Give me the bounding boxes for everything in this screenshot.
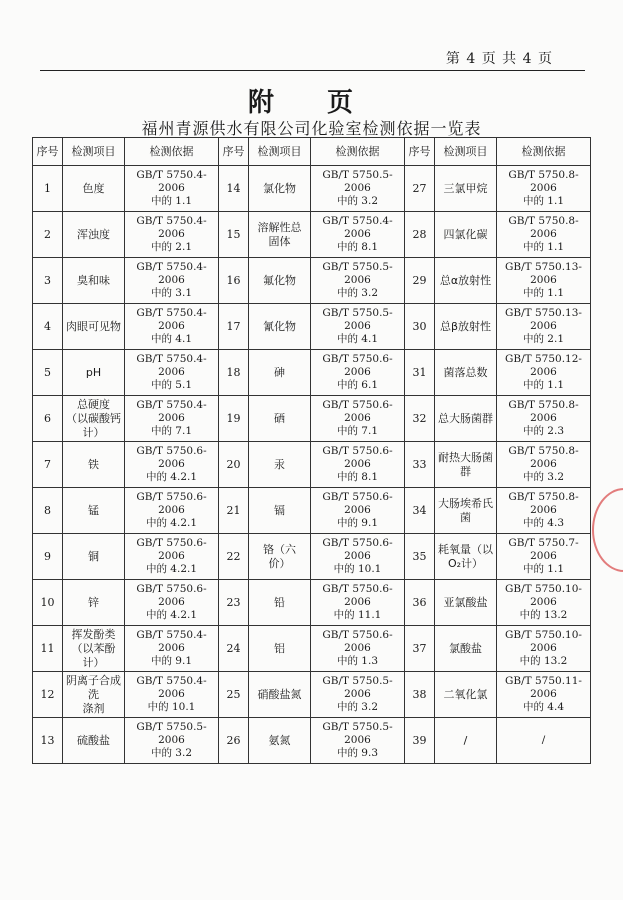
cell-item: 亚氯酸盐: [435, 580, 497, 626]
cell-item: 锌: [63, 580, 125, 626]
cell-item: 三氯甲烷: [435, 166, 497, 212]
table-row: [33, 534, 591, 580]
cell-item: 总β放射性: [435, 304, 497, 350]
cell-no: 19: [219, 396, 249, 442]
cell-basis: GB/T 5750.13-2006 中的 2.1: [497, 304, 591, 350]
cell-basis: GB/T 5750.5-2006 中的 3.2: [311, 672, 405, 718]
cell-item: 氯化物: [249, 166, 311, 212]
cell-basis: GB/T 5750.4-2006 中的 5.1: [125, 350, 219, 396]
cell-basis: GB/T 5750.10-2006 中的 13.2: [497, 626, 591, 672]
header-basis: 检测依据: [125, 138, 219, 166]
cell-no: 7: [33, 442, 63, 488]
cell-basis: GB/T 5750.5-2006 中的 9.3: [311, 718, 405, 764]
cell-no: 26: [219, 718, 249, 764]
cell-basis: GB/T 5750.4-2006 中的 7.1: [125, 396, 219, 442]
cell-basis: GB/T 5750.6-2006 中的 10.1: [311, 534, 405, 580]
cell-item: 硝酸盐氮: [249, 672, 311, 718]
cell-basis: GB/T 5750.12-2006 中的 1.1: [497, 350, 591, 396]
cell-basis: GB/T 5750.4-2006 中的 4.1: [125, 304, 219, 350]
cell-no: 4: [33, 304, 63, 350]
cell-basis: GB/T 5750.11-2006 中的 4.4: [497, 672, 591, 718]
cell-basis: GB/T 5750.5-2006 中的 3.2: [311, 166, 405, 212]
table-row: [33, 350, 591, 396]
red-stamp: [592, 488, 623, 572]
table-row: [33, 672, 591, 718]
cell-item: 铅: [249, 580, 311, 626]
cell-basis: GB/T 5750.8-2006 中的 1.1: [497, 212, 591, 258]
cell-item: 总大肠菌群: [435, 396, 497, 442]
cell-item: 浑浊度: [63, 212, 125, 258]
cell-basis: GB/T 5750.8-2006 中的 1.1: [497, 166, 591, 212]
cell-item: 铁: [63, 442, 125, 488]
cell-no: 33: [405, 442, 435, 488]
cell-basis: GB/T 5750.4-2006 中的 2.1: [125, 212, 219, 258]
cell-basis: GB/T 5750.5-2006 中的 3.2: [125, 718, 219, 764]
table-row: [33, 304, 591, 350]
cell-no: 5: [33, 350, 63, 396]
cell-no: 10: [33, 580, 63, 626]
table-row: [33, 718, 591, 764]
cell-item: 总硬度 （以碳酸钙计）: [63, 396, 125, 442]
table-row: [33, 580, 591, 626]
table-row: [33, 442, 591, 488]
cell-item: 二氧化氯: [435, 672, 497, 718]
header-no: 序号: [405, 138, 435, 166]
cell-item: pH: [63, 350, 125, 396]
cell-no: 39: [405, 718, 435, 764]
cell-no: 9: [33, 534, 63, 580]
cell-basis: GB/T 5750.6-2006 中的 4.2.1: [125, 488, 219, 534]
cell-basis: GB/T 5750.10-2006 中的 13.2: [497, 580, 591, 626]
cell-basis: GB/T 5750.6-2006 中的 4.2.1: [125, 534, 219, 580]
cell-basis: GB/T 5750.6-2006 中的 4.2.1: [125, 442, 219, 488]
cell-item: 菌落总数: [435, 350, 497, 396]
cell-item: 氰化物: [249, 304, 311, 350]
cell-no: 31: [405, 350, 435, 396]
cell-basis: GB/T 5750.8-2006 中的 3.2: [497, 442, 591, 488]
cell-no: 17: [219, 304, 249, 350]
cell-basis: GB/T 5750.6-2006 中的 1.3: [311, 626, 405, 672]
cell-item: 锰: [63, 488, 125, 534]
cell-basis: GB/T 5750.6-2006 中的 9.1: [311, 488, 405, 534]
header-basis: 检测依据: [311, 138, 405, 166]
header-rule: [40, 70, 585, 71]
cell-item: 氟化物: [249, 258, 311, 304]
cell-no: 13: [33, 718, 63, 764]
cell-basis: GB/T 5750.6-2006 中的 11.1: [311, 580, 405, 626]
cell-basis: GB/T 5750.4-2006 中的 3.1: [125, 258, 219, 304]
basis-table: [32, 137, 591, 764]
cell-basis: GB/T 5750.6-2006 中的 6.1: [311, 350, 405, 396]
cell-no: 34: [405, 488, 435, 534]
cell-item: 硫酸盐: [63, 718, 125, 764]
cell-no: 3: [33, 258, 63, 304]
page-indicator: 第 4 页 共 4 页: [445, 51, 553, 67]
cell-item: 硒: [249, 396, 311, 442]
table-row: [33, 212, 591, 258]
cell-no: 6: [33, 396, 63, 442]
cell-no: 37: [405, 626, 435, 672]
table-row: [33, 166, 591, 212]
cell-basis: GB/T 5750.8-2006 中的 4.3: [497, 488, 591, 534]
header-item: 检测项目: [63, 138, 125, 166]
cell-no: 27: [405, 166, 435, 212]
cell-no: 36: [405, 580, 435, 626]
page-title: 附 页: [247, 88, 376, 118]
cell-no: 25: [219, 672, 249, 718]
table-row: [33, 488, 591, 534]
cell-no: 22: [219, 534, 249, 580]
cell-no: 16: [219, 258, 249, 304]
table-header-row: [33, 138, 591, 166]
cell-item: 阴离子合成洗 涤剂: [63, 672, 125, 718]
cell-no: 18: [219, 350, 249, 396]
header-no: 序号: [219, 138, 249, 166]
cell-no: 38: [405, 672, 435, 718]
table-row: [33, 258, 591, 304]
cell-no: 30: [405, 304, 435, 350]
cell-basis: GB/T 5750.4-2006 中的 9.1: [125, 626, 219, 672]
cell-basis: GB/T 5750.4-2006 中的 1.1: [125, 166, 219, 212]
cell-item: 铜: [63, 534, 125, 580]
cell-item: 大肠埃希氏 菌: [435, 488, 497, 534]
cell-item: 耐热大肠菌 群: [435, 442, 497, 488]
cell-no: 8: [33, 488, 63, 534]
table-title: 福州青源供水有限公司化验室检测依据一览表: [141, 119, 482, 138]
header-no: 序号: [33, 138, 63, 166]
cell-item: 溶解性总 固体: [249, 212, 311, 258]
cell-no: 32: [405, 396, 435, 442]
table-row: [33, 396, 591, 442]
cell-basis: GB/T 5750.4-2006 中的 10.1: [125, 672, 219, 718]
cell-basis: GB/T 5750.5-2006 中的 3.2: [311, 258, 405, 304]
cell-no: 35: [405, 534, 435, 580]
cell-no: 11: [33, 626, 63, 672]
cell-item: 氨氮: [249, 718, 311, 764]
header-basis: 检测依据: [497, 138, 591, 166]
cell-basis: /: [497, 718, 591, 764]
cell-item: 氯酸盐: [435, 626, 497, 672]
cell-basis: GB/T 5750.7-2006 中的 1.1: [497, 534, 591, 580]
cell-no: 20: [219, 442, 249, 488]
cell-basis: GB/T 5750.4-2006 中的 8.1: [311, 212, 405, 258]
cell-basis: GB/T 5750.6-2006 中的 4.2.1: [125, 580, 219, 626]
cell-item: 汞: [249, 442, 311, 488]
cell-item: 色度: [63, 166, 125, 212]
cell-no: 29: [405, 258, 435, 304]
cell-no: 12: [33, 672, 63, 718]
cell-no: 28: [405, 212, 435, 258]
cell-basis: GB/T 5750.8-2006 中的 2.3: [497, 396, 591, 442]
cell-basis: GB/T 5750.13-2006 中的 1.1: [497, 258, 591, 304]
cell-no: 23: [219, 580, 249, 626]
header-item: 检测项目: [249, 138, 311, 166]
cell-basis: GB/T 5750.6-2006 中的 7.1: [311, 396, 405, 442]
cell-no: 2: [33, 212, 63, 258]
cell-no: 15: [219, 212, 249, 258]
cell-item: 镉: [249, 488, 311, 534]
cell-item: 挥发酚类 （以苯酚计）: [63, 626, 125, 672]
cell-no: 14: [219, 166, 249, 212]
cell-item: 铬（六 价）: [249, 534, 311, 580]
cell-item: 铝: [249, 626, 311, 672]
header-item: 检测项目: [435, 138, 497, 166]
cell-basis: GB/T 5750.6-2006 中的 8.1: [311, 442, 405, 488]
cell-no: 1: [33, 166, 63, 212]
cell-no: 21: [219, 488, 249, 534]
cell-item: /: [435, 718, 497, 764]
cell-basis: GB/T 5750.5-2006 中的 4.1: [311, 304, 405, 350]
cell-item: 四氯化碳: [435, 212, 497, 258]
table-row: [33, 626, 591, 672]
cell-item: 臭和味: [63, 258, 125, 304]
cell-item: 总α放射性: [435, 258, 497, 304]
cell-item: 耗氧量（以 O₂计）: [435, 534, 497, 580]
cell-no: 24: [219, 626, 249, 672]
cell-item: 肉眼可见物: [63, 304, 125, 350]
cell-item: 砷: [249, 350, 311, 396]
